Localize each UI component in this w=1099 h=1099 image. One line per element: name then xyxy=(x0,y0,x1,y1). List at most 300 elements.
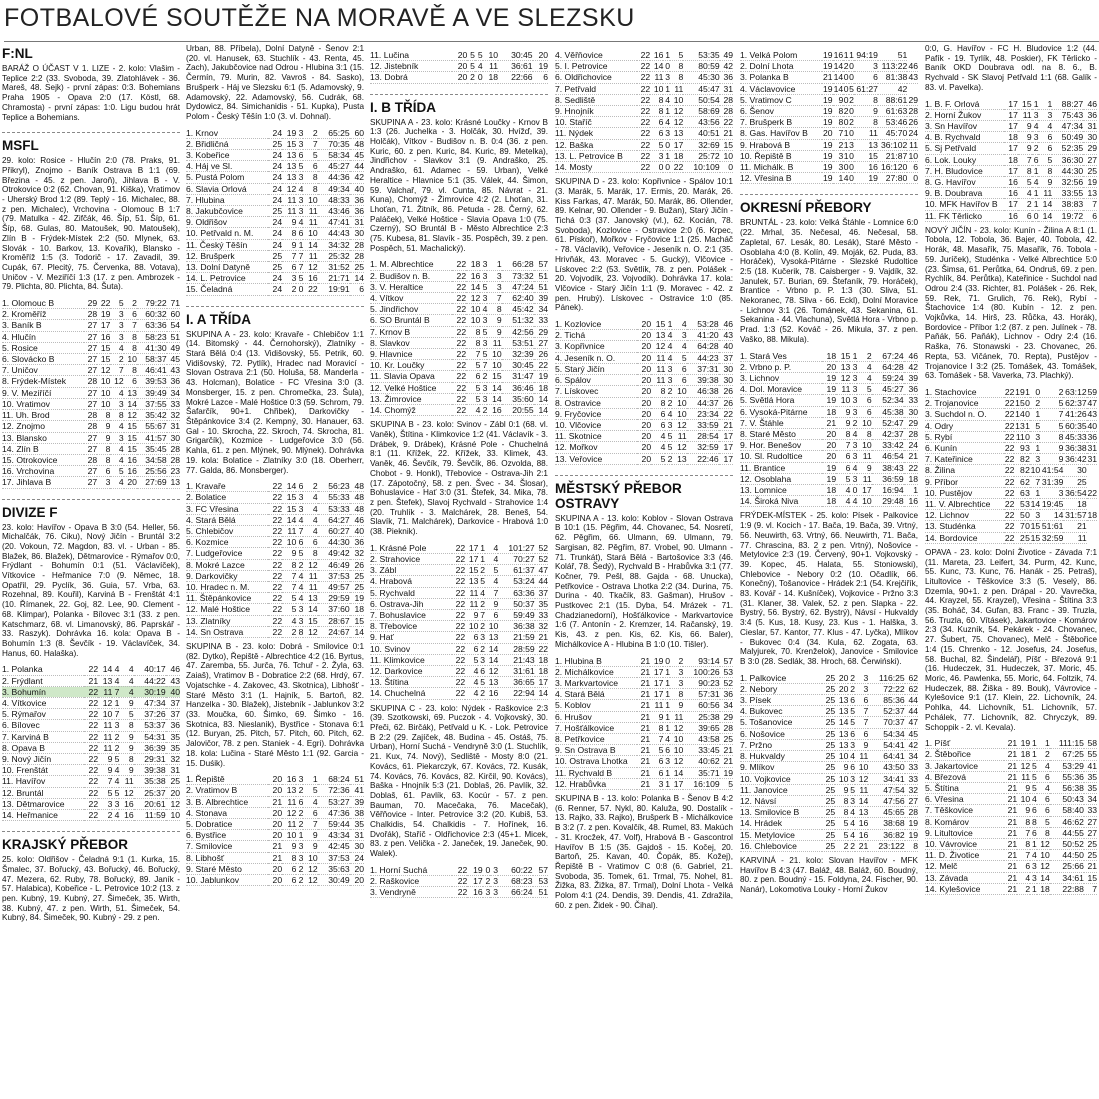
table-row xyxy=(925,154,1097,165)
stat-cell: 22 xyxy=(84,720,98,731)
stat-cell: 32:59 xyxy=(687,442,719,453)
stat-cell: 27 xyxy=(84,387,97,398)
stat-cell: 2 xyxy=(303,128,317,139)
table-row xyxy=(370,405,548,416)
stat-cell: 2 xyxy=(296,819,303,830)
stat-cell: 1 xyxy=(665,83,670,94)
table-row xyxy=(186,559,364,570)
stat-cell: 5 xyxy=(303,785,317,796)
stat-cell: 55:67 xyxy=(137,421,167,432)
table-row xyxy=(186,481,364,492)
stat-cell: 7 xyxy=(112,686,119,697)
stat-cell: 15 xyxy=(350,615,364,626)
stat-cell: 8 xyxy=(1017,816,1030,827)
stat-cell: 48 xyxy=(350,492,364,503)
stat-cell: 0 xyxy=(1032,210,1039,221)
stat-cell: 36 xyxy=(167,376,180,387)
stat-cell: 40:62 xyxy=(683,756,719,767)
results-paragraph: SKUPINA B - 23. kolo: Dobrá - Smilovice 0:1 (82. Dytko), Řepiště - Albrechtice 4:2 (16. Byrtus, 47. Zaremba, 55. Jurča, 76. Tchuř - 2. Žyla, 63. Zaiaš), Vratimov B - Dobratice 2:2 (68. Hrdý, 67. Vojatschke - 4. Zakovec, 43. Skotnica), Libhošť - Staré Město 3:1 (1. Hajník, 5. Bartoň, 82. Hanzelka - 30. Blažek), Jistebník - Jablunkov 3:2 (33. Moučka, 60. Šimko, 69. Šimko - 16. Skotnica, 83. Nieslanik), Bystřice - Stonava 6:1 (12. Buryan, 25. Pitch, 57. Pitch, 60. Pitch, 62. Jalovičor, 78. z pen. Staniek - 4. Egri). Dohrávka 18. kola: Lučina - Staré Město 1:1 (92. Garcia - 15. Duśik). xyxy=(186,642,364,768)
stat-cell: 4 xyxy=(296,570,303,581)
stat-cell: 25 xyxy=(822,807,835,818)
team-name: 7. Brušperk B xyxy=(740,117,822,128)
stat-cell: 53:37 xyxy=(134,720,166,731)
stat-cell: 22 xyxy=(1004,443,1015,454)
stat-cell: 34:58 xyxy=(137,454,167,465)
stat-cell: 6 xyxy=(855,728,868,739)
stat-cell: 14 xyxy=(282,481,296,492)
stat-cell: 18 xyxy=(1004,132,1018,143)
stat-cell: 8 xyxy=(835,795,848,806)
stat-cell: 80:59 xyxy=(683,61,719,72)
stat-cell: 22 xyxy=(452,293,466,304)
stat-cell: 37:26 xyxy=(134,709,166,720)
stat-cell: 6 xyxy=(650,128,663,139)
stat-cell: 1 xyxy=(1037,738,1050,749)
stat-cell: 65:25 xyxy=(318,128,350,139)
stat-cell: 20 xyxy=(268,807,282,818)
stat-cell: 10 xyxy=(672,386,686,397)
stat-cell: 22 xyxy=(452,643,465,654)
table-row xyxy=(925,783,1097,794)
table-row xyxy=(740,673,918,684)
stat-cell: 6 xyxy=(1014,487,1024,498)
stat-cell: 16:120 xyxy=(878,162,907,173)
stat-cell: 22 xyxy=(303,284,317,295)
team-name: 2. Kroměříž xyxy=(2,309,84,320)
team-name: 3. Bohumín xyxy=(2,686,84,697)
stat-cell: 22 xyxy=(452,598,465,609)
stat-cell: 0 xyxy=(907,173,918,184)
team-name: 13. Štítina xyxy=(370,677,452,688)
stat-cell: 25:37 xyxy=(134,787,166,798)
table-row xyxy=(186,537,364,548)
stat-cell: 12 xyxy=(303,626,317,637)
stat-cell: 2 xyxy=(849,117,854,128)
table-row xyxy=(2,309,180,320)
stat-cell: 32:39 xyxy=(502,349,534,360)
stat-cell: 0 xyxy=(843,117,849,128)
stat-cell: 22 xyxy=(637,128,650,139)
stat-cell: 44 xyxy=(350,161,364,172)
stat-cell: 2 xyxy=(112,742,119,753)
stat-cell: 4 xyxy=(672,319,686,330)
team-name: 13. Zlatníky xyxy=(186,615,268,626)
stat-cell: 5 xyxy=(112,787,119,798)
stat-cell: 4 xyxy=(112,664,119,675)
stat-cell: 2 xyxy=(480,688,485,699)
table-row xyxy=(740,728,918,739)
stat-cell: 7 xyxy=(1083,199,1097,210)
stat-cell: 1 xyxy=(843,150,849,161)
stat-cell: 33 xyxy=(534,315,548,326)
stat-cell: 4 xyxy=(665,117,670,128)
stat-cell: 62 xyxy=(905,683,918,694)
stat-cell: 19 xyxy=(534,371,548,382)
stat-cell: 66:24 xyxy=(498,887,533,898)
page-title: FOTBALOVÉ SOUTĚŽE NA MORAVĚ A VE SLEZSKU xyxy=(4,4,635,36)
table-row xyxy=(740,173,918,184)
stat-cell: 59:24 xyxy=(872,372,904,383)
team-name: 10. Hradec n. M. xyxy=(186,582,268,593)
stat-cell: 20 xyxy=(268,774,282,785)
stat-cell: 6 xyxy=(1038,132,1052,143)
stat-cell: 2 xyxy=(665,397,672,408)
stat-cell: 10 xyxy=(483,50,498,61)
stat-cell: 9 xyxy=(465,609,478,620)
team-name: 17. Jihlava B xyxy=(2,477,84,488)
stat-cell: 27 xyxy=(84,354,97,365)
stat-cell: 3 xyxy=(850,773,855,784)
team-name: 10. Vávrovice xyxy=(925,839,1004,850)
stat-cell: 4 xyxy=(465,665,478,676)
team-name: 9. Nový Jičín xyxy=(2,753,84,764)
stat-cell: 15 xyxy=(282,503,296,514)
team-name: 8. Mokré Lazce xyxy=(186,559,268,570)
stat-cell: 17 xyxy=(1004,165,1018,176)
stat-cell: 29 xyxy=(904,417,918,428)
stat-cell: 6 xyxy=(480,665,485,676)
stat-cell: 21 xyxy=(84,675,98,686)
table-row xyxy=(370,576,548,587)
team-name: 11. Uh. Brod xyxy=(2,410,84,421)
table-row xyxy=(740,683,918,694)
team-name: 6. Kozmice xyxy=(186,537,268,548)
stat-cell: 43:46 xyxy=(318,206,350,217)
stat-cell: 12 xyxy=(119,787,133,798)
stat-cell: 48:33 xyxy=(318,194,350,205)
table-row xyxy=(186,250,364,261)
stat-cell: 11 xyxy=(98,742,112,753)
stat-cell: 51 xyxy=(350,774,364,785)
stat-cell: 21 xyxy=(1004,760,1017,771)
team-name: 1. M. Albrechtice xyxy=(370,259,452,270)
team-name: 5. Rýmařov xyxy=(2,709,84,720)
stat-cell: 4 xyxy=(303,503,317,514)
team-name: 2. Trojanovice xyxy=(925,398,1004,409)
stat-cell: 13 xyxy=(98,675,112,686)
team-name: 12. Vřesina B xyxy=(740,173,822,184)
stat-cell: 16 xyxy=(855,818,868,829)
stat-cell: 25:66 xyxy=(1050,861,1084,872)
team-name: 9. Oldřišov xyxy=(186,217,268,228)
team-name: 9. Mlíkov xyxy=(740,762,822,773)
stat-cell: 9 xyxy=(1018,120,1032,131)
stat-cell: 19 xyxy=(905,829,918,840)
stat-cell: 9 xyxy=(282,217,296,228)
stat-cell: 17 xyxy=(97,320,110,331)
stat-cell: 21 xyxy=(855,840,868,851)
stat-cell: 21 xyxy=(1004,816,1017,827)
stat-cell: 42:45 xyxy=(318,841,350,852)
standings-table xyxy=(925,738,1097,895)
stat-cell: 22 xyxy=(534,360,548,371)
stat-cell: 23 xyxy=(167,466,180,477)
stat-cell: 13 xyxy=(167,477,180,488)
stat-cell: 10 xyxy=(1017,794,1030,805)
stat-cell: 6 xyxy=(651,408,665,419)
stat-cell: 35:45 xyxy=(137,443,167,454)
stat-cell: 18 xyxy=(1017,749,1030,760)
stat-cell: 5 xyxy=(119,709,133,720)
stat-cell: 61:37 xyxy=(498,565,534,576)
stat-cell: 3 xyxy=(110,320,123,331)
stat-cell: 46 xyxy=(908,60,918,71)
stat-cell: 4 xyxy=(1031,794,1037,805)
table-row xyxy=(740,485,918,496)
table-row xyxy=(555,128,733,139)
stat-cell: 13 xyxy=(670,128,683,139)
stat-cell: 4 xyxy=(465,677,478,688)
stat-cell: 22 xyxy=(268,593,282,604)
table-row xyxy=(925,794,1097,805)
stat-cell: 5 xyxy=(98,787,112,798)
team-name: 3. Polanka B xyxy=(740,72,822,83)
team-name: 14. Mosty xyxy=(555,162,637,173)
team-name: 8. Komárov xyxy=(925,816,1004,827)
stat-cell: 0 xyxy=(843,94,849,105)
stat-cell: 14 xyxy=(487,382,501,393)
stat-cell: 17 xyxy=(719,453,733,464)
stat-cell: 6 xyxy=(857,395,871,406)
stat-cell: 4 xyxy=(665,94,670,105)
stat-cell: 11 xyxy=(282,526,296,537)
stat-cell: 6 xyxy=(296,796,303,807)
table-row xyxy=(2,466,180,477)
stat-cell: 3 xyxy=(98,798,112,809)
stat-cell: 22 xyxy=(452,876,467,887)
stat-cell: 25 xyxy=(720,733,733,744)
stat-cell: 20 xyxy=(637,352,651,363)
stat-cell: 13 xyxy=(835,728,848,739)
team-name: 8. Třebovice xyxy=(370,621,452,632)
stat-cell: 3 xyxy=(296,492,303,503)
stat-cell: 10 xyxy=(1030,465,1041,476)
stat-cell: 40 xyxy=(166,686,180,697)
stat-cell: 20 xyxy=(637,341,651,352)
table-row xyxy=(186,863,364,874)
stat-cell: 26 xyxy=(719,397,733,408)
stat-cell: 17 xyxy=(1004,143,1018,154)
stat-cell: 2 xyxy=(480,371,487,382)
stat-cell: 42:37 xyxy=(872,429,904,440)
stat-cell: 44 xyxy=(905,695,918,706)
team-name: 10. Sl. Rudoltice xyxy=(740,451,822,462)
stat-cell: 10 xyxy=(166,810,180,821)
stat-cell: 14 xyxy=(1015,409,1025,420)
team-name: 10. Kr. Loučky xyxy=(370,360,452,371)
stat-cell: 21 xyxy=(822,417,836,428)
stat-cell: 22 xyxy=(637,61,650,72)
stat-cell: 36 xyxy=(904,384,918,395)
stat-cell: 52 xyxy=(720,677,733,688)
stat-cell: 22 xyxy=(84,686,98,697)
stat-cell: 3 xyxy=(850,372,857,383)
stat-cell: 4 xyxy=(465,688,478,699)
stat-cell: 31 xyxy=(166,765,180,776)
stat-cell: 7 xyxy=(282,250,296,261)
stat-cell: 25 xyxy=(268,138,282,149)
results-paragraph: OPAVA - 23. kolo: Dolní Životice - Závada 7:1 (11. Mareta, 23. Leifert, 34. Purm, 42. Kunc, 55. Kunc, 73. Kunc, 76. Hanák - 25. Petraš), Litultovice - Těškovice 3:3 (5. Veselý, 86. Dzemla, 90+1. z pen. Drápal - 20. Vavrečka, 44. Krayzel, 55. Krayzel), Vřesina - Štítina 3:3 (35. Boháč, 34. Gufan, 83. Franc - 39. Truzla, 56. Truzla, 60. Vításek), Jakartovice - Komárov 2:3 (34. Kuzník, 54. Pekárek - 24. Chovanec, 27. Šubert, 75. Chovanec), Melč - Štěbořice 1:4 (15. Chrenko - 12. Josefus, 24. Josefus, 58. Buchal, 82. Šindelář), Píšť - Březová 9:1 (16. Hudeczek, 31. Hudeczek, 37. Moric, 45. Moric, 46. Pawlenka, 55. Moric, 64. Foltzik, 74. Hudeczek, 88. Žiška - 89. Bouk), Vávrovice - Kylešovice 9:1 (17. Klein, 22. Lichovník, 24. Pohlka, 44. Lichovník, 51. Lichovník, 57. Pchálek, 77. Lichovník, 82. Chryczyk, 89. Schoppik - 2. vl. Kevala). xyxy=(925,547,1097,732)
stat-cell: 3 xyxy=(296,615,303,626)
stat-cell: 16 xyxy=(904,496,918,507)
stat-cell: 2 xyxy=(850,683,855,694)
table-row xyxy=(186,284,364,295)
stat-cell: 60:32 xyxy=(137,309,167,320)
stat-cell: 24 xyxy=(904,440,918,451)
stat-cell: 1 xyxy=(1032,165,1039,176)
stat-cell: 22 xyxy=(84,798,98,809)
stat-cell: 54:34 xyxy=(868,728,904,739)
stat-cell: 9 xyxy=(855,739,868,750)
stat-cell: 21 xyxy=(535,632,548,643)
table-row xyxy=(925,188,1097,199)
stat-cell: 35 xyxy=(166,731,180,742)
stat-cell: 55 xyxy=(1084,749,1097,760)
stat-cell: 7 xyxy=(98,776,112,787)
stat-cell: 48 xyxy=(350,138,364,149)
section-heading: KRAJSKÝ PŘEBOR xyxy=(2,831,180,852)
stat-cell: 44:36 xyxy=(318,172,350,183)
stat-cell: 14 xyxy=(670,767,683,778)
stat-cell: 15 xyxy=(97,354,110,365)
stat-cell: 21 xyxy=(1004,738,1017,749)
stat-cell: 16 xyxy=(1004,176,1018,187)
stat-cell: 25 xyxy=(166,776,180,787)
stat-cell: 27 xyxy=(905,795,918,806)
stat-cell: 3 xyxy=(670,677,683,688)
team-name: 1. Olomouc B xyxy=(2,298,84,309)
stat-cell: 1 xyxy=(1032,199,1039,210)
stat-cell: 9 xyxy=(1014,443,1024,454)
stat-cell: 3 xyxy=(480,270,487,281)
stat-cell: 31 xyxy=(350,830,364,841)
stat-cell: 22 xyxy=(720,117,733,128)
stat-cell: 27 xyxy=(84,432,97,443)
table-row xyxy=(186,582,364,593)
stat-cell: 1 xyxy=(665,700,670,711)
stat-cell: 18 xyxy=(1004,154,1018,165)
stat-cell: 37:53 xyxy=(318,852,350,863)
stat-cell: 24 xyxy=(268,150,282,161)
stat-cell: 50:37 xyxy=(498,598,534,609)
team-name: 3. Sn Havířov xyxy=(925,120,1004,131)
stat-cell: 17 xyxy=(1004,120,1018,131)
table-row xyxy=(925,771,1097,782)
stat-cell: 36:42 xyxy=(1065,454,1087,465)
stat-cell: 6 xyxy=(465,643,478,654)
stat-cell: 10 xyxy=(465,621,478,632)
stat-cell: 19 xyxy=(822,61,833,72)
stat-cell: 1 xyxy=(849,50,854,60)
stat-cell: 13 xyxy=(282,150,296,161)
stat-cell: 62:40 xyxy=(502,293,534,304)
table-row xyxy=(740,829,918,840)
results-paragraph: NOVÝ JIČÍN - 23. kolo: Kunín - Žilina A 8:1 (1. Tobola, 12. Tobola, 36. Bajer, 40. Tobola, 42. Horák, 48. Masařík, 75. Masařík, 76. Tobola - 59. Juríček), Studénka - Velké Albrechtice 5:0 (23. Šimsa, 61. Perůtka, 64. Ondruš, 69. z pen. Rychlík, 84. Perůtka), Kateřinice - Suchdol nad Odrou 2:4 (33. Richter, 81. Polášek - 26. Rek, 59. Rek, 71. Grulich, 76. Rek), Rybí - Štachovice 1:4 (80. Kubín - 12. z pen. Vojkůvka, 14. Hirš, 23. Růčka, 43. Horák), Bordovice - Příbor 1:2 (87. z pen. Julínek - 78. Paňák, 56. Paňák), Lichnov - Odry 2:4 (16. Raška, 76. Stonawski - 23. Chovanec, 26. Repta, 53. Vičánek, 70. Repta), Pustějov - Trojanovice I 3:2 (25. Tomášek, 43. Tomášek, 63. Tomášek - 58. Vaverka, 73. Plachký). xyxy=(925,225,1097,381)
table-row xyxy=(555,139,733,150)
stat-cell: 31:52 xyxy=(318,262,350,273)
stat-cell: 21 xyxy=(1004,861,1017,872)
stat-cell: 42 xyxy=(905,739,918,750)
team-name: 10. Řepiště B xyxy=(740,150,822,161)
table-row xyxy=(555,375,733,386)
table-row xyxy=(555,83,733,94)
table-row xyxy=(740,840,918,851)
team-name: 2. Štěbořice xyxy=(925,749,1004,760)
stat-cell: 32:59 xyxy=(1041,532,1064,543)
stat-cell: 44 xyxy=(905,706,918,717)
stat-cell: 8 xyxy=(650,722,663,733)
team-name: 11. Havířov xyxy=(2,776,84,787)
stat-cell: 17 xyxy=(465,543,478,554)
stat-cell: 30 xyxy=(719,363,733,374)
stat-cell: 4 xyxy=(110,454,123,465)
table-row xyxy=(555,419,733,430)
stat-cell: 1 xyxy=(1031,839,1037,850)
results-paragraph: 0:0, G. Havířov - FC H. Bludovice 1:2 (44. Pafík - 19. Tyrlík, 48. Poskier), FK Těrlicko - Baník OKD Doubrava odl. na 8. 6., B. Rychvald - SK Slavoj Petřvald 1:1 (68. Galík - 83. vl. Pavelka). xyxy=(925,44,1097,92)
stat-cell: 3 xyxy=(480,259,487,270)
stat-cell: 10 xyxy=(1037,850,1050,861)
stat-cell: 8 xyxy=(651,397,665,408)
stat-cell: 21 xyxy=(637,656,650,667)
stat-cell: 12 xyxy=(1017,760,1030,771)
stat-cell: 10 xyxy=(855,762,868,773)
team-name: 4. Háj ve Sl. xyxy=(186,161,268,172)
stat-cell: 4 xyxy=(651,442,665,453)
stat-cell: 34 xyxy=(1084,794,1097,805)
table-row xyxy=(740,162,918,173)
stat-cell: 53:46 xyxy=(878,117,907,128)
stat-cell: 14 xyxy=(487,393,501,404)
stat-cell: 66:28 xyxy=(502,259,534,270)
stat-cell: 8 xyxy=(1038,165,1052,176)
stat-cell: 30 xyxy=(719,375,733,386)
standings-table xyxy=(2,298,180,488)
stat-cell: 40 xyxy=(350,526,364,537)
team-name: 10. Frenštát xyxy=(2,765,84,776)
stat-cell: 5 xyxy=(480,677,485,688)
stat-cell: 81:38 xyxy=(878,72,907,83)
stat-cell: 21 xyxy=(637,677,650,688)
stat-cell: 1 xyxy=(1031,749,1037,760)
table-row xyxy=(370,598,548,609)
stat-cell: 28 xyxy=(167,443,180,454)
stat-cell: 0 xyxy=(720,162,733,173)
stat-cell: 22 xyxy=(84,776,98,787)
stat-cell: 22 xyxy=(1004,454,1015,465)
stat-cell: 4 xyxy=(850,751,855,762)
table-row xyxy=(925,210,1097,221)
stat-cell: 28:54 xyxy=(687,431,719,442)
stat-cell: 4 xyxy=(480,304,487,315)
team-name: 4. Jeseník n. O. xyxy=(555,352,637,363)
team-name: 3. Jakartovice xyxy=(925,760,1004,771)
stat-cell: 45:27 xyxy=(318,161,350,172)
team-name: 7. Těškovice xyxy=(925,805,1004,816)
stat-cell: 20 xyxy=(268,785,282,796)
stat-cell: 20 xyxy=(637,419,651,430)
stat-cell: 6 xyxy=(1018,210,1032,221)
stat-cell: 22 xyxy=(452,371,466,382)
stat-cell: 5 xyxy=(1040,398,1063,409)
stat-cell: 13 xyxy=(835,739,848,750)
stat-cell: 10 xyxy=(303,194,317,205)
stat-cell: 5 xyxy=(835,818,848,829)
stat-cell: 3 xyxy=(487,281,501,292)
table-row xyxy=(925,816,1097,827)
stat-cell: 1 xyxy=(665,689,670,700)
stat-cell: 12 xyxy=(670,117,683,128)
table-row xyxy=(925,872,1097,883)
